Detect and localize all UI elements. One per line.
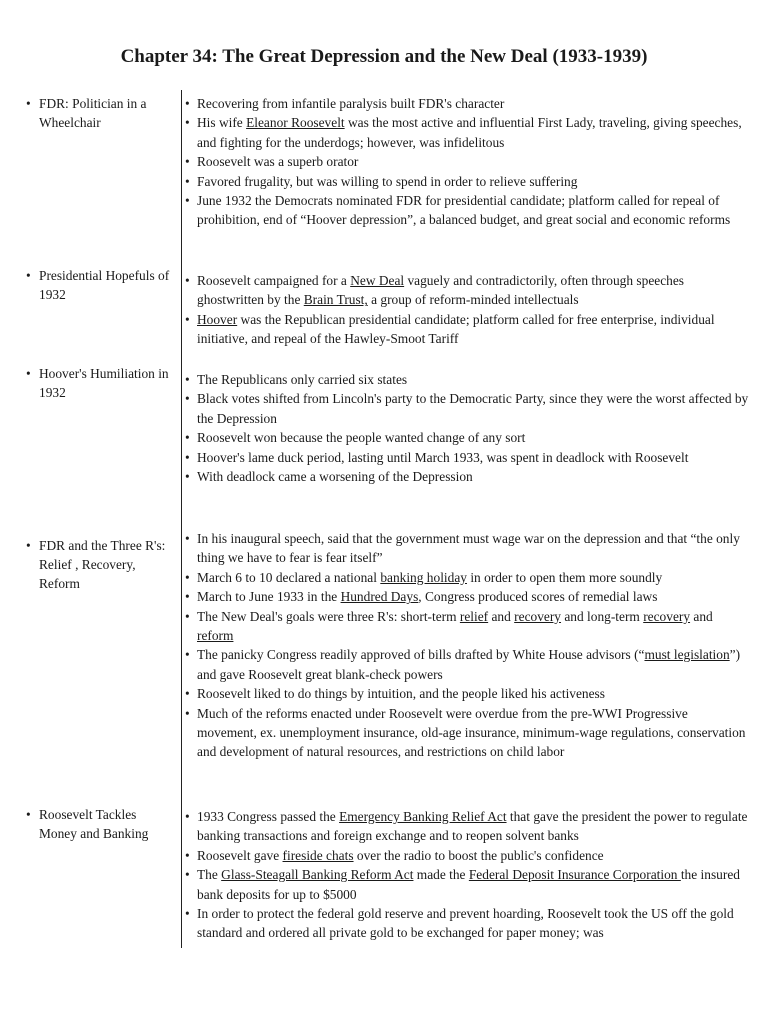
column-divider xyxy=(181,90,182,948)
point-text: Roosevelt won because the people wanted change of any sort xyxy=(197,430,526,446)
topic-label: Roosevelt Tackles Money and Banking xyxy=(39,807,149,841)
list-item xyxy=(184,172,750,191)
key-term: banking holiday xyxy=(380,569,467,585)
point-text: and xyxy=(488,608,515,624)
key-term: relief xyxy=(459,608,489,624)
key-term: Hundred Days xyxy=(340,589,419,605)
point-text: ”) and gave Roosevelt great blank-check powers xyxy=(197,647,741,682)
list-item xyxy=(184,846,750,865)
key-term: recovery xyxy=(643,608,691,624)
topic-heading xyxy=(26,364,176,402)
point-text: Roosevelt liked to do things by intuition, and the people liked his activeness xyxy=(197,686,605,702)
list-item xyxy=(184,684,750,703)
list-item xyxy=(184,389,750,428)
key-term: New Deal xyxy=(350,273,405,288)
key-term: Emergency Banking Relief Act xyxy=(339,809,507,824)
list-item xyxy=(184,467,750,486)
point-text: The Republicans only carried six states xyxy=(197,372,408,387)
point-text: The New Deal's goals were three R's: short-term xyxy=(197,608,460,624)
point-text: the insured bank deposits for up to $5000 xyxy=(197,867,740,902)
list-item xyxy=(184,94,750,113)
point-list xyxy=(184,271,750,349)
page-title: Chapter 34: The Great Depression and the New Deal (1933-1939) xyxy=(120,46,648,67)
point-text: in order to open them more soundly xyxy=(466,569,663,585)
point-text: In his inaugural speech, said that the government must wage war on the depression and that “the only thing we have to fear is fear itself” xyxy=(197,531,740,566)
point-text: was the most active and influential First Lady, traveling, giving speeches, and fighting for the underdogs; however, was infidelitous xyxy=(197,115,742,150)
point-text: Black votes shifted from Lincoln's party to the Democratic Party, since they were the worst affected by the Depression xyxy=(197,391,749,426)
key-term: reform xyxy=(197,628,234,644)
point-text: and xyxy=(690,608,713,624)
point-text: His wife xyxy=(197,115,247,131)
point-text: 1933 Congress passed the xyxy=(197,809,340,824)
key-term: Brain Trust, xyxy=(303,292,368,308)
key-term: Eleanor Roosevelt xyxy=(246,115,345,131)
list-item xyxy=(184,607,750,646)
topic-label: Hoover's Humiliation in 1932 xyxy=(39,366,169,400)
point-text: Favored frugality, but was willing to spend in order to relieve suffering xyxy=(197,173,578,189)
point-text: , Congress produced scores of remedial laws xyxy=(418,589,658,605)
point-text: With deadlock came a worsening of the Depression xyxy=(197,469,473,485)
point-list xyxy=(184,370,750,486)
list-item xyxy=(184,904,750,943)
point-text: was the Republican presidential candidate; platform called for free enterprise, individual initiative, and repeal of the Hawley-Smoot Tariff xyxy=(197,311,715,347)
point-text: The xyxy=(197,867,222,883)
list-item xyxy=(184,152,750,171)
key-term: recovery xyxy=(514,608,562,624)
bullet-icon: • xyxy=(26,807,31,822)
bullet-icon: • xyxy=(26,538,31,553)
point-list xyxy=(184,94,750,230)
point-text: The panicky Congress readily approved of bills drafted by White House advisors (“ xyxy=(197,647,645,663)
list-item xyxy=(184,704,750,762)
list-item xyxy=(184,310,750,349)
key-term: fireside chats xyxy=(282,847,354,863)
topic-label: FDR and the Three R's: Relief , Recovery, Reform xyxy=(39,538,166,591)
bullet-icon: • xyxy=(26,366,31,381)
point-text: In order to protect the federal gold reserve and prevent hoarding, Roosevelt took the US off the gold standard and ordered all private gold to be exchanged for paper money; was xyxy=(197,906,734,941)
point-text: Roosevelt campaigned for a xyxy=(197,273,351,288)
list-item xyxy=(184,529,750,568)
list-item xyxy=(184,113,750,152)
point-text: March 6 to 10 declared a national xyxy=(197,569,381,585)
point-text: made the xyxy=(413,867,469,883)
point-text: and long-term xyxy=(561,608,644,624)
point-text: March to June 1933 in the xyxy=(197,589,341,605)
point-text: vaguely and contradictorily, often through speeches ghostwritten by the xyxy=(197,273,684,308)
point-list xyxy=(184,529,750,762)
bullet-icon: • xyxy=(26,96,31,111)
topic-heading xyxy=(26,536,176,593)
topic-heading xyxy=(26,805,176,843)
point-text: Roosevelt gave xyxy=(197,847,283,863)
list-item xyxy=(184,271,750,310)
point-list xyxy=(184,807,750,943)
bullet-icon: • xyxy=(26,268,31,283)
list-item xyxy=(184,370,750,389)
key-term: Glass-Steagall Banking Reform Act xyxy=(221,867,414,883)
topic-heading xyxy=(26,266,176,304)
list-item xyxy=(184,587,750,606)
topic-label: Presidential Hopefuls of 1932 xyxy=(39,268,170,302)
list-item xyxy=(184,568,750,587)
list-item xyxy=(184,807,750,846)
point-text: over the radio to boost the public's confidence xyxy=(353,847,604,863)
list-item xyxy=(184,865,750,904)
list-item xyxy=(184,428,750,447)
list-item xyxy=(184,448,750,467)
point-text: that gave the president the power to regulate banking transactions and foreign exchange and to reopen solvent banks xyxy=(197,809,748,844)
point-text: Hoover's lame duck period, lasting until March 1933, was spent in deadlock with Roosevelt xyxy=(197,449,689,465)
point-text: Roosevelt was a superb orator xyxy=(197,154,359,170)
topic-heading xyxy=(26,94,176,132)
topic-label: FDR: Politician in a Wheelchair xyxy=(39,96,147,130)
point-text: Much of the reforms enacted under Roosevelt were overdue from the pre-WWI Progressive movement, ex. unemployment insurance, old-age insurance, minimum-wage regulations, conservation and development of natural resources, and restrictions on child labor xyxy=(197,705,746,760)
point-text: June 1932 the Democrats nominated FDR for presidential candidate; platform called for repeal of prohibition, end of “Hoover depression”, a balanced budget, and great social and economic reforms xyxy=(197,193,731,228)
list-item xyxy=(184,191,750,230)
point-text: a group of reform-minded intellectuals xyxy=(367,292,579,308)
list-item xyxy=(184,645,750,684)
point-text: Recovering from infantile paralysis built FDR's character xyxy=(197,96,505,111)
key-term: must legislation xyxy=(644,647,730,663)
key-term: Federal Deposit Insurance Corporation xyxy=(468,867,681,883)
key-term: Hoover xyxy=(197,311,238,327)
